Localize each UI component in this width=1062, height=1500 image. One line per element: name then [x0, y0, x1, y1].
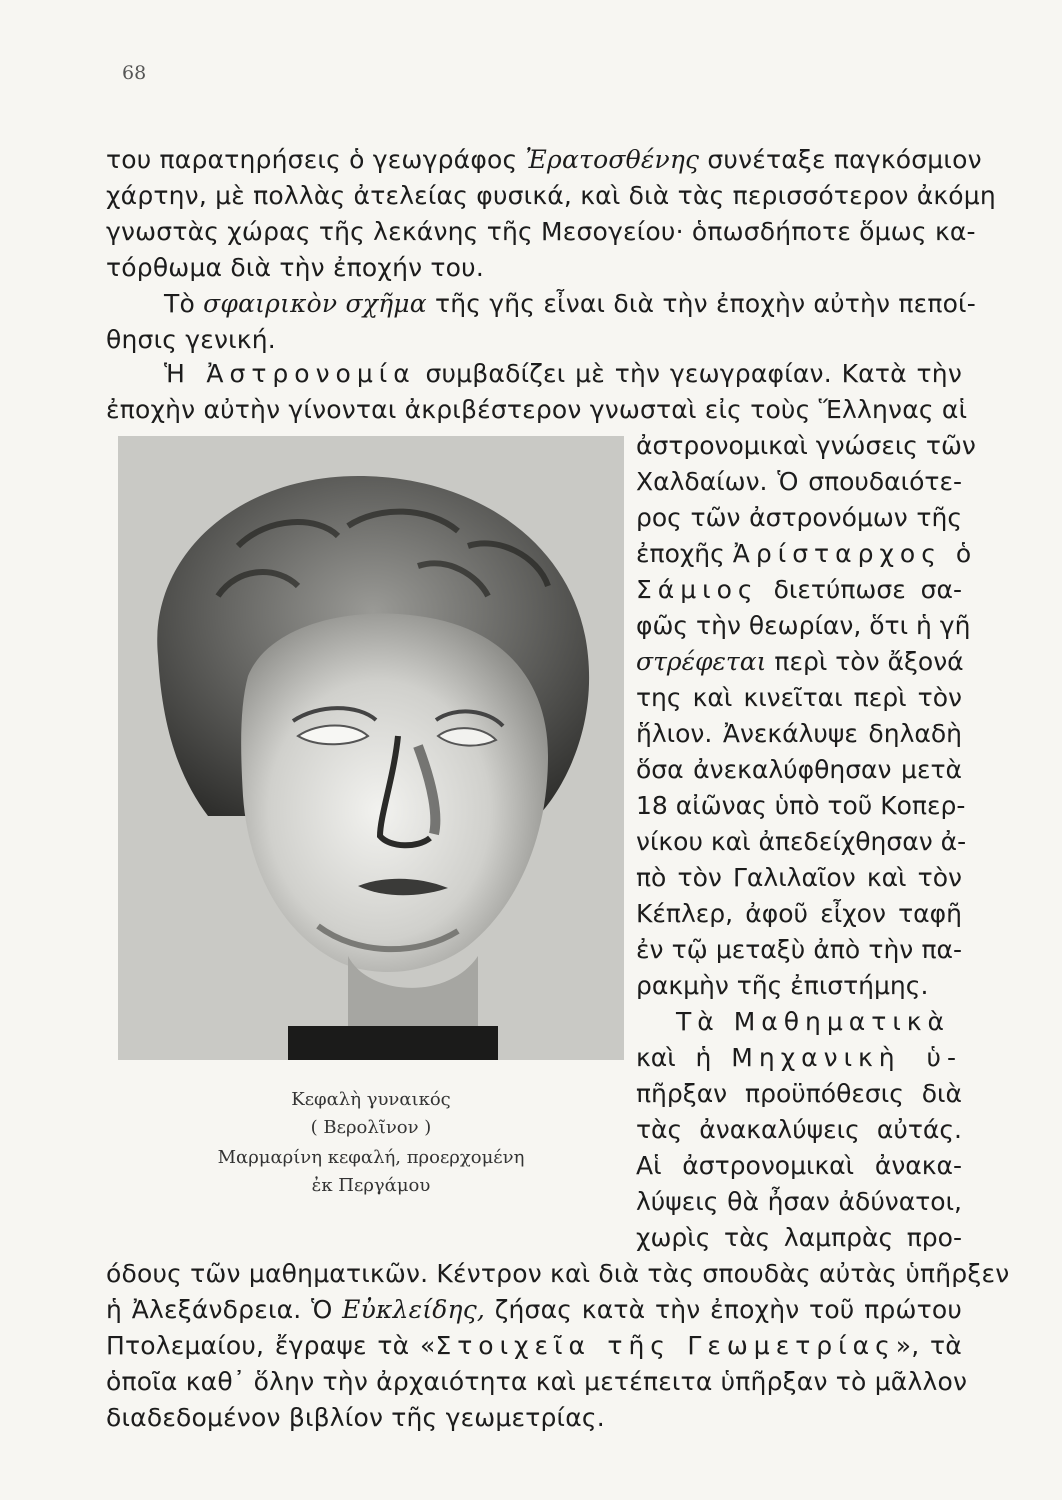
text-line: Ἡ Ἀστρονομία συμβαδίζει μὲ τὴν γεωγραφίαν. Κατὰ τὴν [164, 359, 962, 388]
column-line: ἐν τῷ μεταξὺ ἀπὸ τὴν πα- [636, 935, 962, 964]
marble-head-photo [118, 436, 624, 1060]
name-samios: Σάμιος [636, 575, 759, 604]
column-line [636, 1004, 962, 1040]
title-elements-of-geometry: Στοιχεῖα τῆς Γεωμετρίας [435, 1331, 896, 1360]
term-astronomy: Ἡ Ἀστρονομία [164, 359, 416, 388]
column-line: ἥλιον. Ἀνεκάλυψε δηλαδὴ [636, 719, 962, 748]
text-line: διαδεδομένον βιβλίον τῆς γεωμετρίας. [106, 1403, 605, 1432]
column-line: χωρὶς τὰς λαμπρὰς προ- [636, 1223, 962, 1252]
name-aristarchus: Ἀρίσταρχος ὁ [732, 539, 978, 568]
column-line: Χαλδαίων. Ὁ σπουδαιότε- [636, 467, 962, 496]
text-line: τόρθωμα διὰ τὴν ἐποχήν του. [106, 253, 484, 282]
column-line: καὶ ἡ Μηχανικὴ ὑ- [636, 1043, 963, 1072]
column-line: στρέφεται περὶ τὸν ἄξονά [636, 647, 964, 676]
column-line: νίκου καὶ ἀπεδείχθησαν ἀ- [636, 827, 967, 856]
caption-location: ( Βερολῖνον ) [310, 1117, 432, 1138]
text-line: Τὸ σφαιρικὸν σχῆμα τῆς γῆς εἶναι διὰ τὴν ἐποχὴν αὐτὴν πεποί- [164, 289, 976, 318]
term-rotates: στρέφεται [636, 647, 767, 676]
term-mechanics: Μηχανικὴ ὑ- [731, 1043, 963, 1072]
column-line: Σάμιος διετύπωσε σα- [636, 575, 963, 604]
term-spherical-shape: σφαιρικὸν σχῆμα [203, 289, 427, 318]
text-line: του παρατηρήσεις ὁ γεωγράφος Ἐρατοσθένης συνέταξε παγκόσμιον [106, 145, 982, 174]
column-line: ἐποχῆς Ἀρίσταρχος ὁ [636, 539, 978, 568]
page-number: 68 [122, 62, 147, 84]
column-line: ρος τῶν ἀστρονόμων τῆς [636, 503, 962, 532]
caption-origin: ἐκ Περγάμου [311, 1175, 431, 1196]
caption-title: Κεφαλὴ γυναικός [291, 1089, 451, 1110]
column-line: Κέπλερ, ἀφοῦ εἶχον ταφῆ [636, 899, 962, 928]
column-line: ὅσα ἀνεκαλύφθησαν μετὰ [636, 755, 962, 784]
text-line: ἡ Ἀλεξάνδρεια. Ὁ Εὐκλείδης, ζήσας κατὰ τὴν ἐποχὴν τοῦ πρώτου [106, 1295, 962, 1324]
caption-description: Μαρμαρίνη κεφαλή, προερχομένη [217, 1147, 525, 1168]
column-line: της καὶ κινεῖται περὶ τὸν [636, 683, 962, 712]
text-line: γνωστὰς χώρας τῆς λεκάνης τῆς Μεσογείου· ὁπωσδήποτε ὅμως κα- [106, 217, 976, 246]
name-eratosthenes: Ἐρατοσθένης [525, 145, 700, 174]
column-line: 18 αἰῶνας ὑπὸ τοῦ Κοπερ- [636, 791, 966, 820]
column-line: ρακμὴν τῆς ἐπιστήμης. [636, 971, 929, 1000]
text-line: Πτολεμαίου, ἔγραψε τὰ «Στοιχεῖα τῆς Γεωμετρίας», τὰ [106, 1331, 962, 1360]
text-line: ἐποχὴν αὐτὴν γίνονται ἀκριβέστερον γνωσταὶ εἰς τοὺς Ἕλληνας αἱ [106, 395, 968, 424]
column-line: πὸ τὸν Γαλιλαῖον καὶ τὸν [636, 863, 962, 892]
column-line: φῶς τὴν θεωρίαν, ὅτι ἡ γῆ [636, 611, 971, 640]
column-line: πῆρξαν προϋπόθεσις διὰ [636, 1079, 962, 1108]
text-line: θησις γενική. [106, 325, 276, 354]
text-line: όδους τῶν μαθηματικῶν. Κέντρον καὶ διὰ τὰς σπουδὰς αὐτὰς ὑπῆρξεν [106, 1259, 1010, 1288]
column-line: τὰς ἀνακαλύψεις αὐτάς. [636, 1115, 962, 1144]
column-line: Αἱ ἀστρονομικαὶ ἀνακα- [636, 1151, 962, 1180]
term-mathematics: Τὰ Μαθηματικὰ [676, 1007, 950, 1036]
text-line: χάρτην, μὲ πολλὰς ἀτελείας φυσικά, καὶ διὰ τὰς περισσότερον ἀκόμη [106, 181, 996, 210]
column-line: ἀστρονομικαὶ γνώσεις τῶν [636, 431, 976, 460]
text-line: ὁποῖα καθ᾽ ὅλην τὴν ἀρχαιότητα καὶ μετέπειτα ὑπῆρξαν τὸ μᾶλλον [106, 1367, 968, 1396]
column-line: λύψεις θὰ ἦσαν ἀδύνατοι, [636, 1187, 962, 1216]
marble-head-illustration [118, 436, 624, 1060]
name-euclid: Εὐκλείδης, [342, 1295, 486, 1324]
